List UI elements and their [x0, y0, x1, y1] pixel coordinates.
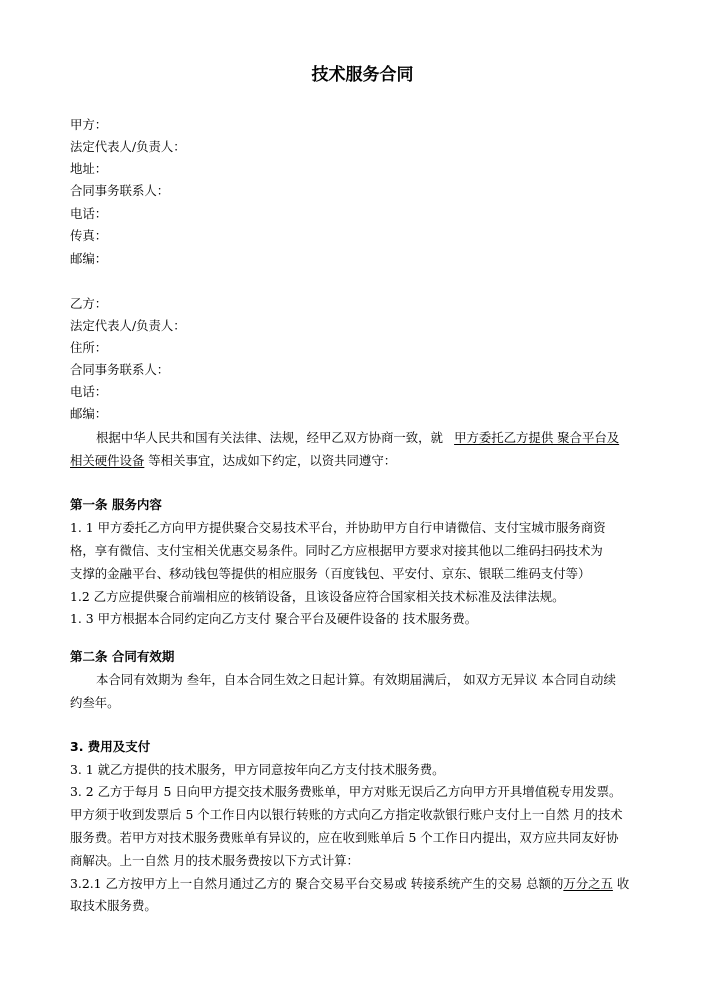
clause-3-2-line-2: 甲方须于收到发票后 5 个工作日内以银行转账的方式向乙方指定收款银行账户支付上一自然 月的技术: [70, 807, 623, 822]
clause-1-3: 1. 3 甲方根据本合同约定向乙方支付 聚合平台及硬件设备的 技术服务费。: [70, 611, 478, 626]
article-2-line-1: 本合同有效期为 叁年，自本合同生效之日起计算。有效期届满后， 如双方无异议 本合同自动续: [96, 672, 616, 687]
clause-1-2: 1.2 乙方应提供聚合前端相应的核销设备，且该设备应符合国家相关技术标准及法律法规。: [70, 589, 565, 604]
clause-3-2-line-3: 服务费。若甲方对技术服务费账单有异议的，应在收到账单后 5 个工作日内提出，双方应共同友好协: [70, 830, 619, 845]
party-b-name-label: 乙方：: [70, 296, 108, 311]
party-a-phone-label: 电话：: [70, 206, 108, 221]
clause-3-1: 3. 1 就乙方提供的技术服务，甲方同意按年向乙方支付技术服务费。: [70, 762, 445, 777]
party-b-phone-label: 电话：: [70, 384, 108, 399]
party-b-representative-label: 法定代表人/负责人：: [70, 318, 186, 333]
article-1-heading: 第一条 服务内容: [70, 497, 162, 512]
party-a-contact-label: 合同事务联系人：: [70, 183, 170, 198]
fee-rate: 万分之五: [563, 876, 613, 891]
preamble-text: 根据中华人民共和国有关法律、法规，经甲乙双方协商一致，就: [96, 430, 443, 445]
preamble-line-1: [96, 429, 619, 447]
clause-1-1-line-1: 1. 1 甲方委托乙方向甲方提供聚合交易技术平台，并协助甲方自行申请微信、支付宝城市服务商资: [70, 520, 606, 535]
document-title: 技术服务合同: [311, 65, 414, 85]
clause-3-2-1-text-end: 收: [612, 876, 630, 891]
clause-3-2-line-1: 3. 2 乙方于每月 5 日向甲方提交技术服务费账单，甲方对账无误后乙方向甲方开具增值税专用发票。: [70, 784, 622, 799]
clause-1-1-line-3: 支撑的金融平台、移动钱包等提供的相应服务（百度钱包、平安付、京东、银联二维码支付等）: [70, 566, 591, 581]
article-2-line-2: 约叁年。: [70, 695, 120, 710]
party-b-postcode-label: 邮编：: [70, 406, 108, 421]
clause-3-2-line-4: 商解决。上一自然 月的技术服务费按以下方式计算：: [70, 853, 359, 868]
article-3-heading: 3. 费用及支付: [70, 739, 151, 754]
party-a-address-label: 地址：: [70, 161, 108, 176]
party-b-contact-label: 合同事务联系人：: [70, 362, 170, 377]
preamble-subject-cont: 相关硬件设备: [70, 453, 145, 468]
clause-1-1-line-2: 格，享有微信、支付宝相关优惠交易条件。同时乙方应根据甲方要求对接其他以二维码扫码技术为: [70, 543, 603, 558]
clause-3-2-1-line-2: 取技术服务费。: [70, 898, 157, 913]
party-a-representative-label: 法定代表人/负责人：: [70, 139, 186, 154]
article-2-heading: 第二条 合同有效期: [70, 649, 175, 664]
clause-3-2-1-line-1: [70, 875, 629, 893]
party-b-domicile-label: 住所：: [70, 340, 108, 355]
party-a-fax-label: 传真：: [70, 228, 108, 243]
preamble-line-2: [70, 452, 396, 470]
preamble-subject: 甲方委托乙方提供 聚合平台及: [454, 430, 620, 445]
party-a-name-label: 甲方：: [70, 117, 108, 132]
clause-3-2-1-text: 3.2.1 乙方按甲方上一自然月通过乙方的 聚合交易平台交易或 转接系统产生的交易 总额的: [70, 876, 564, 891]
preamble-text-cont: 等相关事宜，达成如下约定，以资共同遵守：: [144, 453, 397, 468]
party-a-postcode-label: 邮编：: [70, 251, 108, 266]
